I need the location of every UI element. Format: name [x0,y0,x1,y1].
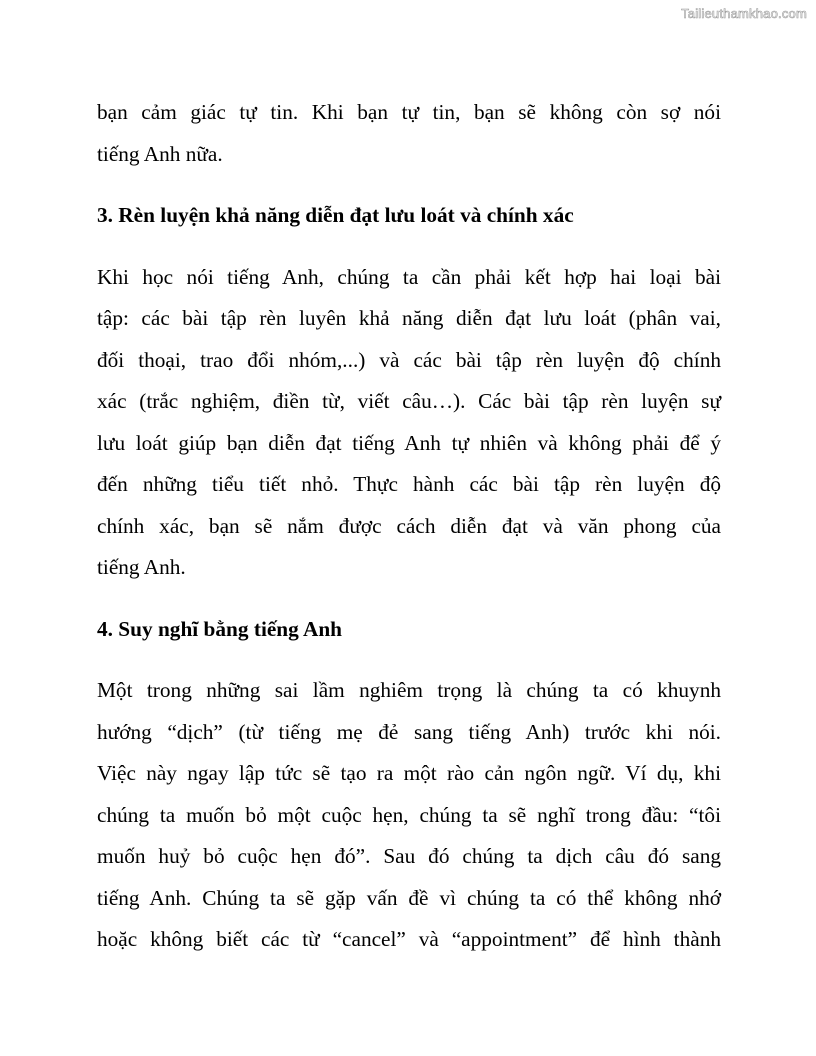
paragraph-intro-continuation [97,92,721,175]
text-line: tiếng Anh. [97,555,186,579]
text-line: đối thoại, trao đổi nhóm,...) và các bài tập rèn luyện độ chính [97,347,721,372]
text-line: hướng “dịch” (từ tiếng mẹ đẻ sang tiếng Anh) trước khi nói. [97,719,721,744]
section-heading-3: 3. Rèn luyện khả năng diễn đạt lưu loát và chính xác [97,203,574,227]
document-page [97,92,721,961]
text-line: tập: các bài tập rèn luyên khả năng diễn đạt lưu loát (phân vai, [97,306,721,330]
text-line: Một trong những sai lầm nghiêm trọng là chúng ta có khuynh [97,678,721,702]
text-line: tiếng Anh nữa. [97,141,223,166]
text-line: xác (trắc nghiệm, điền từ, viết câu…). Các bài tập rèn luyện sự [97,389,721,413]
text-line: đến những tiểu tiết nhỏ. Thực hành các bài tập rèn luyện độ [97,472,721,496]
text-line: muốn huỷ bỏ cuộc hẹn đó”. Sau đó chúng ta dịch câu đó sang [97,844,721,868]
paragraph-section-3 [97,257,721,589]
watermark: Tailieuthamkhao.com [681,6,807,21]
section-heading-4: 4. Suy nghĩ bằng tiếng Anh [97,616,343,641]
text-line: hoặc không biết các từ “cancel” và “appointment” để hình thành [97,927,721,951]
text-line: chúng ta muốn bỏ một cuộc hẹn, chúng ta sẽ nghĩ trong đầu: “tôi [97,802,721,827]
text-line: Việc này ngay lập tức sẽ tạo ra một rào cản ngôn ngữ. Ví dụ, khi [97,761,721,785]
text-line: Khi học nói tiếng Anh, chúng ta cần phải kết hợp hai loại bài [97,264,721,289]
text-line: tiếng Anh. Chúng ta sẽ gặp vấn đề vì chúng ta có thể không nhớ [97,885,721,910]
paragraph-section-4 [97,670,721,961]
text-line: chính xác, bạn sẽ nắm được cách diễn đạt và văn phong của [97,513,721,538]
text-line: bạn cảm giác tự tin. Khi bạn tự tin, bạn sẽ không còn sợ nói [97,100,721,124]
text-line: lưu loát giúp bạn diễn đạt tiếng Anh tự nhiên và không phải để ý [97,430,721,455]
